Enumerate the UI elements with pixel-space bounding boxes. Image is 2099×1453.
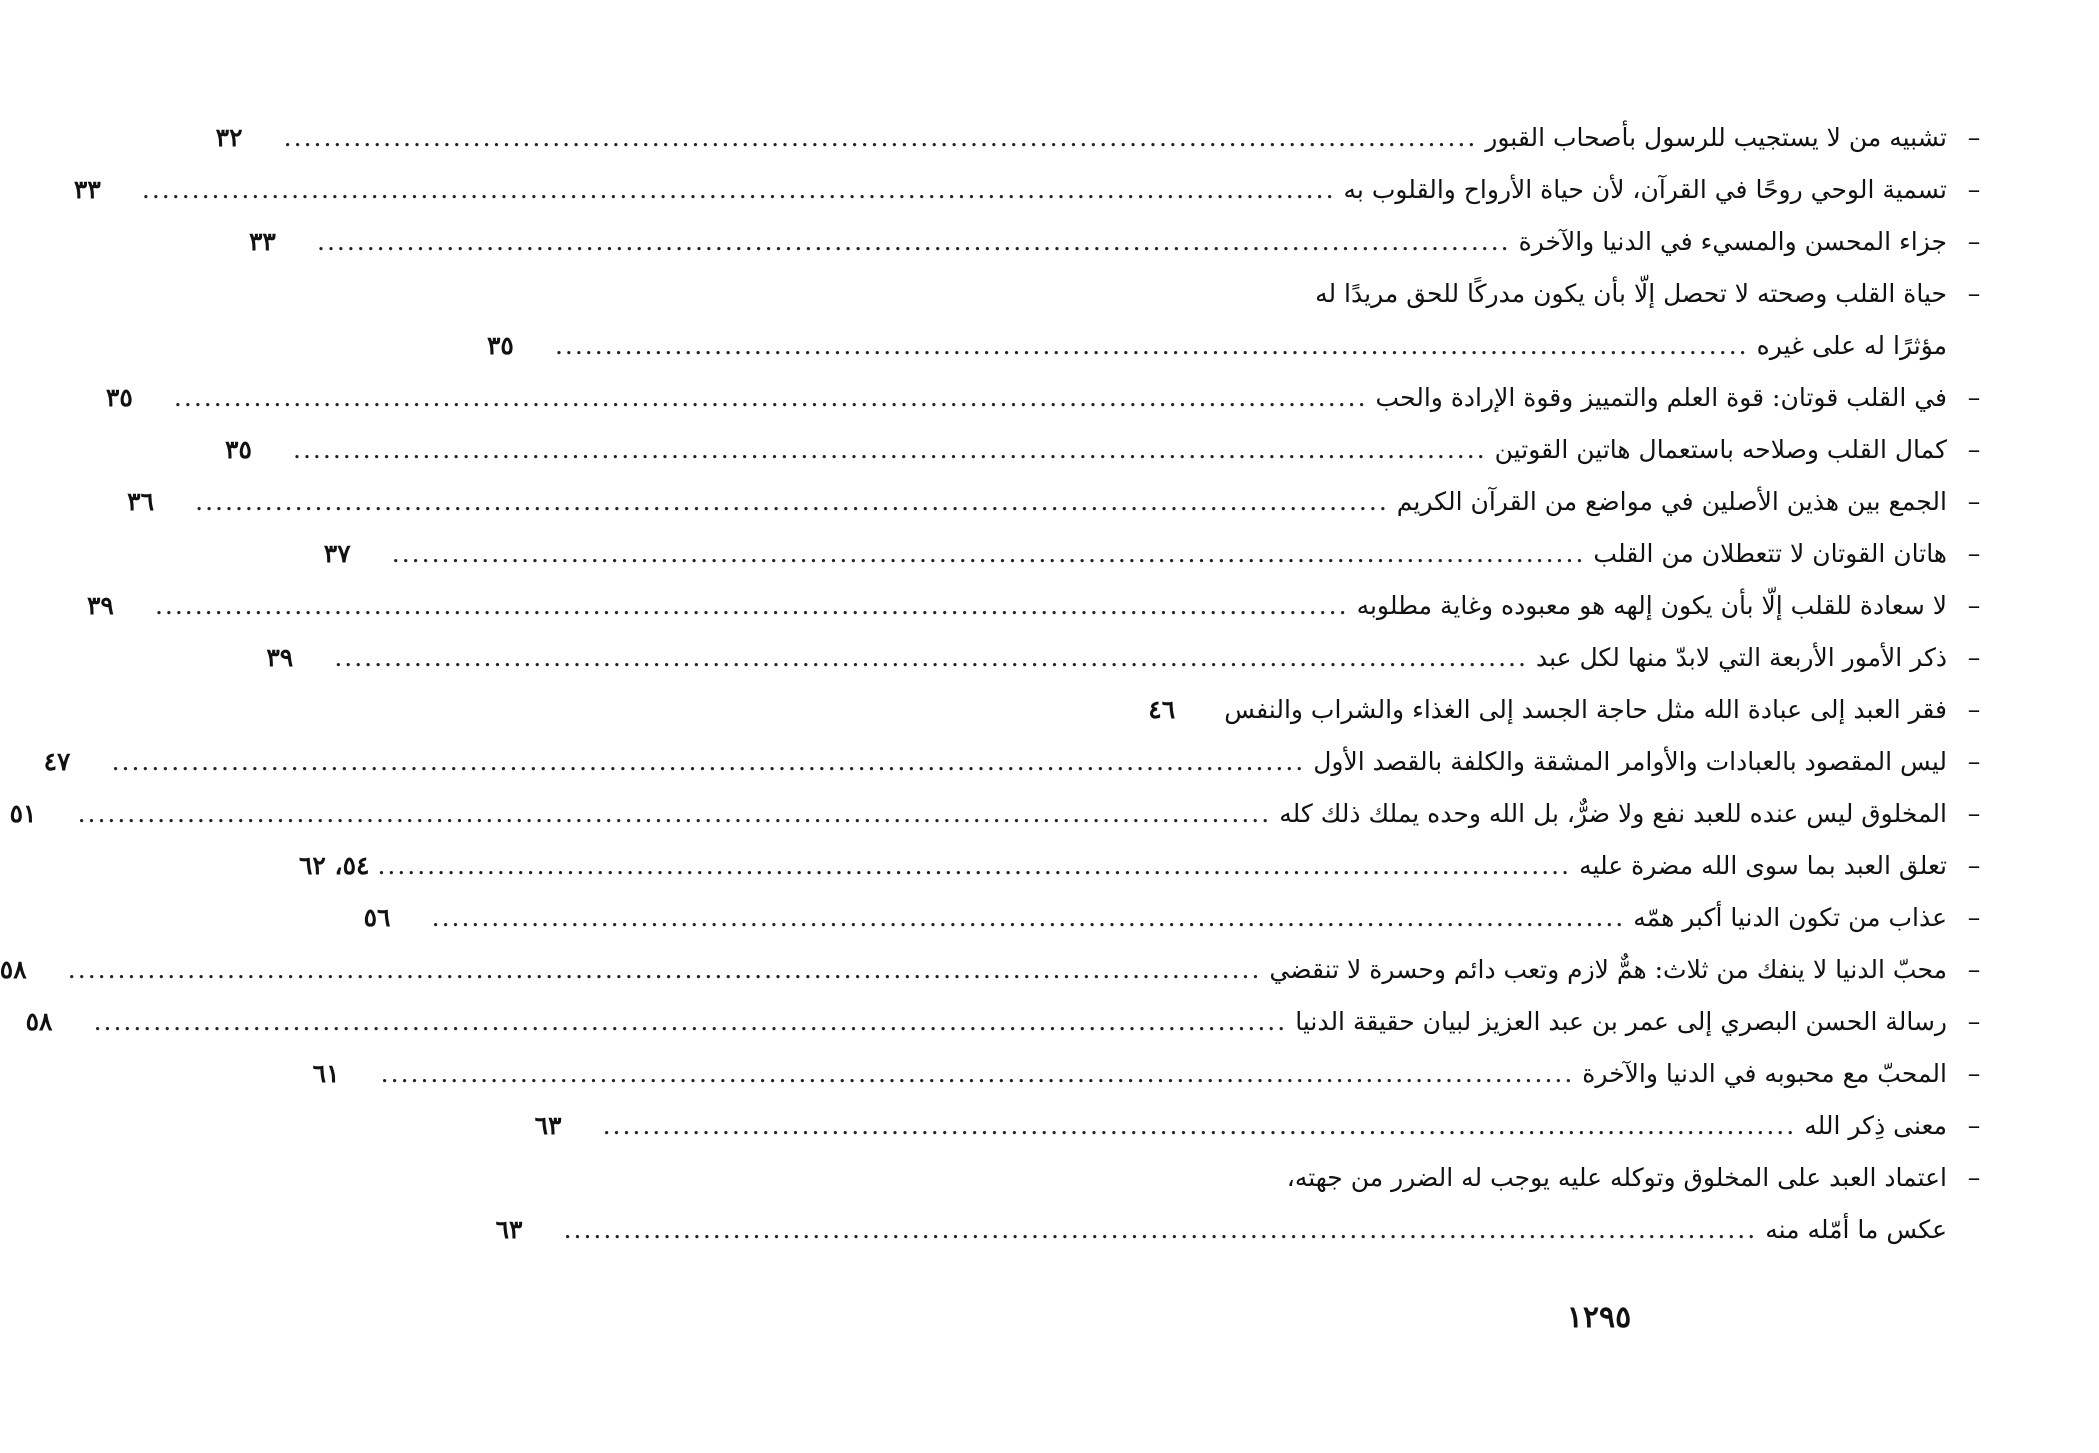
toc-page-ref: ٥٤، ٦٢ [298, 851, 370, 880]
toc-bullet: – [1967, 227, 1981, 256]
toc-line [25, 996, 1947, 1048]
dot-leader: ........................................................................................................................ [391, 539, 1586, 568]
dot-leader: ........................................................................................................................ [334, 643, 1528, 672]
toc-entry [73, 164, 1989, 216]
page-number: ١٢٩٥ [1566, 1300, 1632, 1335]
toc-entry-title: الجمع بين هذين الأصلين في مواضع من القرآن الكريم [1396, 487, 1947, 516]
toc-line [312, 1048, 1947, 1100]
toc-entry [86, 580, 1989, 632]
toc-line [1148, 684, 1947, 736]
toc-line [298, 840, 1947, 892]
toc-entry [534, 1100, 1989, 1152]
toc-bullet: – [1967, 903, 1981, 932]
toc-entry-title: تعلق العبد بما سوى الله مضرة عليه [1579, 851, 1947, 880]
toc-entry-title: في القلب قوتان: قوة العلم والتمييز وقوة الإرادة والحب [1375, 383, 1947, 412]
toc-page-ref: ٥٨ [25, 1007, 53, 1036]
toc-page-ref: ٣٩ [86, 591, 114, 620]
dot-leader: ........................................................................................................................ [377, 851, 1572, 880]
toc-bullet: – [1967, 279, 1981, 308]
toc-page-ref: ٣٩ [266, 643, 294, 672]
toc-page-ref: ٣٥ [486, 331, 514, 360]
dot-leader: ........................................................................................................................ [141, 175, 1336, 204]
toc-bullet: – [1967, 591, 1981, 620]
dot-leader: ........................................................................................................................ [602, 1111, 1797, 1140]
toc-page-ref: ٣٢ [215, 123, 243, 152]
toc-entry [323, 528, 1989, 580]
toc-entry [0, 944, 1989, 996]
toc-bullet: – [1967, 1163, 1981, 1192]
toc-entry-title: المخلوق ليس عنده للعبد نفع ولا ضرٌّ، بل الله وحده يملك ذلك كله [1279, 799, 1947, 828]
dot-leader: ........................................................................................................................ [93, 1007, 1288, 1036]
toc-entry-title: محبّ الدنيا لا ينفك من ثلاث: همٌّ لازم وتعب دائم وحسرة لا تنقضي [1269, 955, 1947, 984]
toc-entry-title: ذكر الأمور الأربعة التي لابدّ منها لكل عبد [1535, 643, 1947, 672]
toc-entry-title: فقر العبد إلى عبادة الله مثل حاجة الجسد إلى الغذاء والشراب والنفس [1224, 695, 1947, 724]
toc-line [9, 788, 1947, 840]
dot-leader: ........................................................................................................................ [111, 747, 1306, 776]
toc-line [105, 372, 1947, 424]
toc-entry-title: جزاء المحسن والمسيء في الدنيا والآخرة [1518, 227, 1947, 256]
toc-list [0, 112, 1989, 1256]
toc-page-ref: ٣٧ [323, 539, 351, 568]
toc-page-ref: ٣٥ [225, 435, 252, 464]
toc-bullet: – [1967, 955, 1981, 984]
toc-entry-title: ليس المقصود بالعبادات والأوامر المشقة والكلفة بالقصد الأول [1313, 747, 1947, 776]
toc-line [215, 112, 1947, 164]
toc-bullet: – [1967, 539, 1981, 568]
toc-entry [1148, 684, 1989, 736]
toc-page-ref: ٥٨ [0, 955, 27, 984]
toc-page-ref: ٥١ [9, 799, 37, 828]
toc-line [486, 320, 1947, 372]
dot-leader: ........................................................................................................................ [173, 383, 1368, 412]
toc-entry-title: لا سعادة للقلب إلّا بأن يكون إلهه هو معبوده وغاية مطلوبه [1356, 591, 1947, 620]
toc-page-ref: ٦١ [312, 1059, 340, 1088]
toc-entry [495, 1152, 1989, 1256]
toc-entry [363, 892, 1989, 944]
dot-leader: ........................................................................................................................ [317, 227, 1511, 256]
toc-bullet: – [1967, 123, 1981, 152]
toc-entry-title: حياة القلب وصحته لا تحصل إلّا بأن يكون مدركًا للحق مريدًا له [1315, 279, 1947, 308]
toc-entry [225, 424, 1989, 476]
toc-entry-title: معنى ذِكر الله [1804, 1111, 1947, 1140]
toc-entry-title: هاتان القوتان لا تتعطلان من القلب [1593, 539, 1947, 568]
toc-entry [43, 736, 1989, 788]
toc-line [495, 1204, 1947, 1256]
toc-line [363, 892, 1947, 944]
toc-entry-title: تشبيه من لا يستجيب للرسول بأصحاب القبور [1485, 123, 1947, 152]
toc-line [127, 476, 1947, 528]
toc-bullet: – [1967, 851, 1981, 880]
dot-leader: ........................................................................................................................ [293, 435, 1487, 464]
toc-entry [105, 372, 1989, 424]
toc-bullet: – [1967, 643, 1981, 672]
toc-entry-title: المحبّ مع محبوبه في الدنيا والآخرة [1582, 1059, 1947, 1088]
dot-leader: ........................................................................................................................ [431, 903, 1626, 932]
toc-bullet: – [1967, 695, 1981, 724]
toc-line [1159, 268, 1947, 320]
toc-entry-title: اعتماد العبد على المخلوق وتوكله عليه يوجب له الضرر من جهته، [1286, 1163, 1947, 1192]
dot-leader: ........................................................................................................................ [195, 487, 1389, 516]
toc-bullet: – [1967, 435, 1981, 464]
dot-leader: ........................................................................................................................ [77, 799, 1272, 828]
toc-entry [127, 476, 1989, 528]
toc-line [323, 528, 1947, 580]
toc-entry-title: مؤثرًا له على غيره [1756, 331, 1947, 360]
dot-leader: ........................................................................................................................ [380, 1059, 1575, 1088]
toc-line [43, 736, 1947, 788]
toc-entry [249, 216, 1989, 268]
toc-page-ref: ٣٦ [127, 487, 155, 516]
toc-entry-title: رسالة الحسن البصري إلى عمر بن عبد العزيز لبيان حقيقة الدنيا [1295, 1007, 1947, 1036]
toc-entry-title: تسمية الوحي روحًا في القرآن، لأن حياة الأرواح والقلوب به [1343, 175, 1947, 204]
toc-entry [298, 840, 1989, 892]
toc-page-ref: ٥٦ [363, 903, 391, 932]
dot-leader: ........................................................................................................................ [283, 123, 1478, 152]
toc-page-ref: ٤٦ [1148, 695, 1176, 724]
toc-line [249, 216, 1947, 268]
toc-bullet: – [1967, 1059, 1981, 1088]
toc-entry [312, 1048, 1989, 1100]
toc-line [225, 424, 1947, 476]
toc-bullet: – [1967, 175, 1981, 204]
toc-page-ref: ٦٣ [495, 1215, 523, 1244]
toc-bullet: – [1967, 487, 1981, 516]
toc-entry [9, 788, 1989, 840]
toc-page-ref: ٣٣ [73, 175, 101, 204]
toc-page-ref: ٤٧ [43, 747, 71, 776]
dot-leader: ........................................................................................................................ [67, 955, 1262, 984]
toc-entry [215, 112, 1989, 164]
toc-bullet: – [1967, 1111, 1981, 1140]
toc-page [0, 112, 1989, 1292]
toc-page-ref: ٦٣ [534, 1111, 562, 1140]
toc-line [0, 944, 1947, 996]
toc-line [266, 632, 1947, 684]
toc-page-ref: ٣٣ [249, 227, 276, 256]
toc-line [73, 164, 1947, 216]
toc-bullet: – [1967, 799, 1981, 828]
toc-line [1159, 1152, 1947, 1204]
toc-entry-title: كمال القلب وصلاحه باستعمال هاتين القوتين [1494, 435, 1947, 464]
dot-leader: ........................................................................................................................ [554, 331, 1749, 360]
toc-entry [486, 268, 1989, 372]
dot-leader: ........................................................................................................................ [563, 1215, 1758, 1244]
toc-line [534, 1100, 1947, 1152]
toc-entry [266, 632, 1989, 684]
toc-bullet: – [1967, 747, 1981, 776]
toc-entry-title: عكس ما أمّله منه [1765, 1215, 1947, 1244]
toc-bullet: – [1967, 383, 1981, 412]
toc-line [86, 580, 1947, 632]
toc-bullet: – [1967, 1007, 1981, 1036]
dot-leader: ........................................................................................................................ [154, 591, 1349, 620]
toc-page-ref: ٣٥ [105, 383, 133, 412]
toc-entry [25, 996, 1989, 1048]
toc-entry-title: عذاب من تكون الدنيا أكبر همّه [1633, 903, 1947, 932]
